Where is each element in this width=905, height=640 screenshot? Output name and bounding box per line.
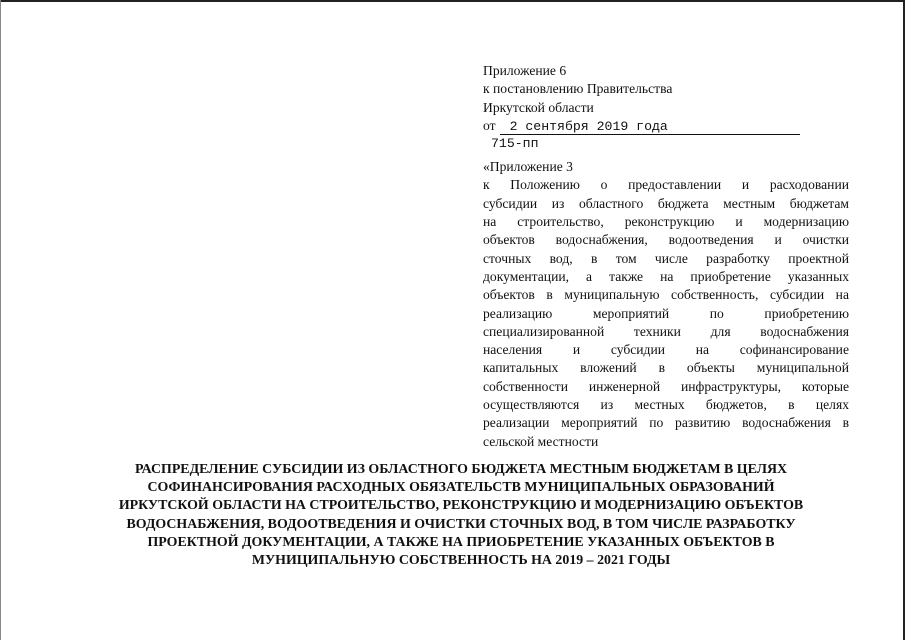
heading-line: СОФИНАНСИРОВАНИЯ РАСХОДНЫХ ОБЯЗАТЕЛЬСТВ МУНИЦИПАЛЬНЫХ ОБРАЗОВАНИЙ [147, 480, 775, 496]
date-prefix: от [483, 117, 496, 133]
annex-title: Приложение 6 [483, 63, 567, 78]
scan-edge-top [0, 0, 905, 2]
scan-edge-left [0, 0, 1, 640]
regulation-line: осуществляются из местных бюджетов, в целях [483, 397, 849, 413]
annex-region: Иркутской области [483, 99, 594, 115]
regulation-line: субсидии из областного бюджета местным бюджетам [483, 195, 849, 211]
regulation-line: сельской местности [483, 433, 599, 449]
heading-line: МУНИЦИПАЛЬНУЮ СОБСТВЕННОСТЬ НА 2019 – 2021 ГОДЫ [251, 553, 671, 569]
regulation-line: капитальных вложений в объекты муниципальной [483, 360, 849, 376]
annex-resolution: к постановлению Правительства [483, 81, 673, 97]
annex-number-line [483, 135, 849, 152]
regulation-line: собственности инженерной инфраструктуры, которые [483, 378, 849, 394]
regulation-line: «Приложение 3 [483, 159, 573, 175]
heading-line: ПРОЕКТНОЙ ДОКУМЕНТАЦИИ, А ТАКЖЕ НА ПРИОБРЕТЕНИЕ УКАЗАННЫХ ОБЪЕКТОВ В [147, 534, 775, 550]
regulation-line: объектов в муниципальную собственность, субсидии на [483, 287, 849, 303]
annex-block [483, 62, 849, 451]
heading-line: ИРКУТСКОЙ ОБЛАСТИ НА СТРОИТЕЛЬСТВО, РЕКОНСТРУКЦИЮ И МОДЕРНИЗАЦИЮ ОБЪЕКТОВ [118, 498, 804, 514]
regulation-line: реализацию мероприятий по приобретению [483, 305, 849, 321]
regulation-line: населения и субсидии на софинансирование [483, 342, 849, 358]
regulation-line: реализации мероприятий по развитию водоснабжения в [483, 415, 849, 431]
heading-line: ВОДОСНАБЖЕНИЯ, ВОДООТВЕДЕНИЯ И ОЧИСТКИ СТОЧНЫХ ВОД, В ТОМ ЧИСЛЕ РАЗРАБОТКУ [126, 516, 796, 532]
regulation-line: специализированной техники для водоснабжения [483, 323, 849, 339]
resolution-number: 715-пп [491, 136, 539, 152]
date-value: 2 сентября 2019 года [509, 119, 668, 135]
heading-line: РАСПРЕДЕЛЕНИЕ СУБСИДИИ ИЗ ОБЛАСТНОГО БЮДЖЕТА МЕСТНЫМ БЮДЖЕТАМ В ЦЕЛЯХ [134, 462, 788, 477]
regulation-line: документации, а также на приобретение указанных [483, 268, 849, 284]
date-field [500, 119, 800, 135]
regulation-line: объектов водоснабжения, водоотведения и очистки [483, 232, 849, 248]
annex-date-line [483, 117, 849, 135]
regulation-line: сточных вод, в том числе разработку проектной [483, 250, 849, 266]
document-heading [92, 461, 830, 570]
regulation-line: к Положению о предоставлении и расходовании [483, 177, 849, 193]
regulation-line: на строительство, реконструкцию и модернизацию [483, 214, 849, 230]
